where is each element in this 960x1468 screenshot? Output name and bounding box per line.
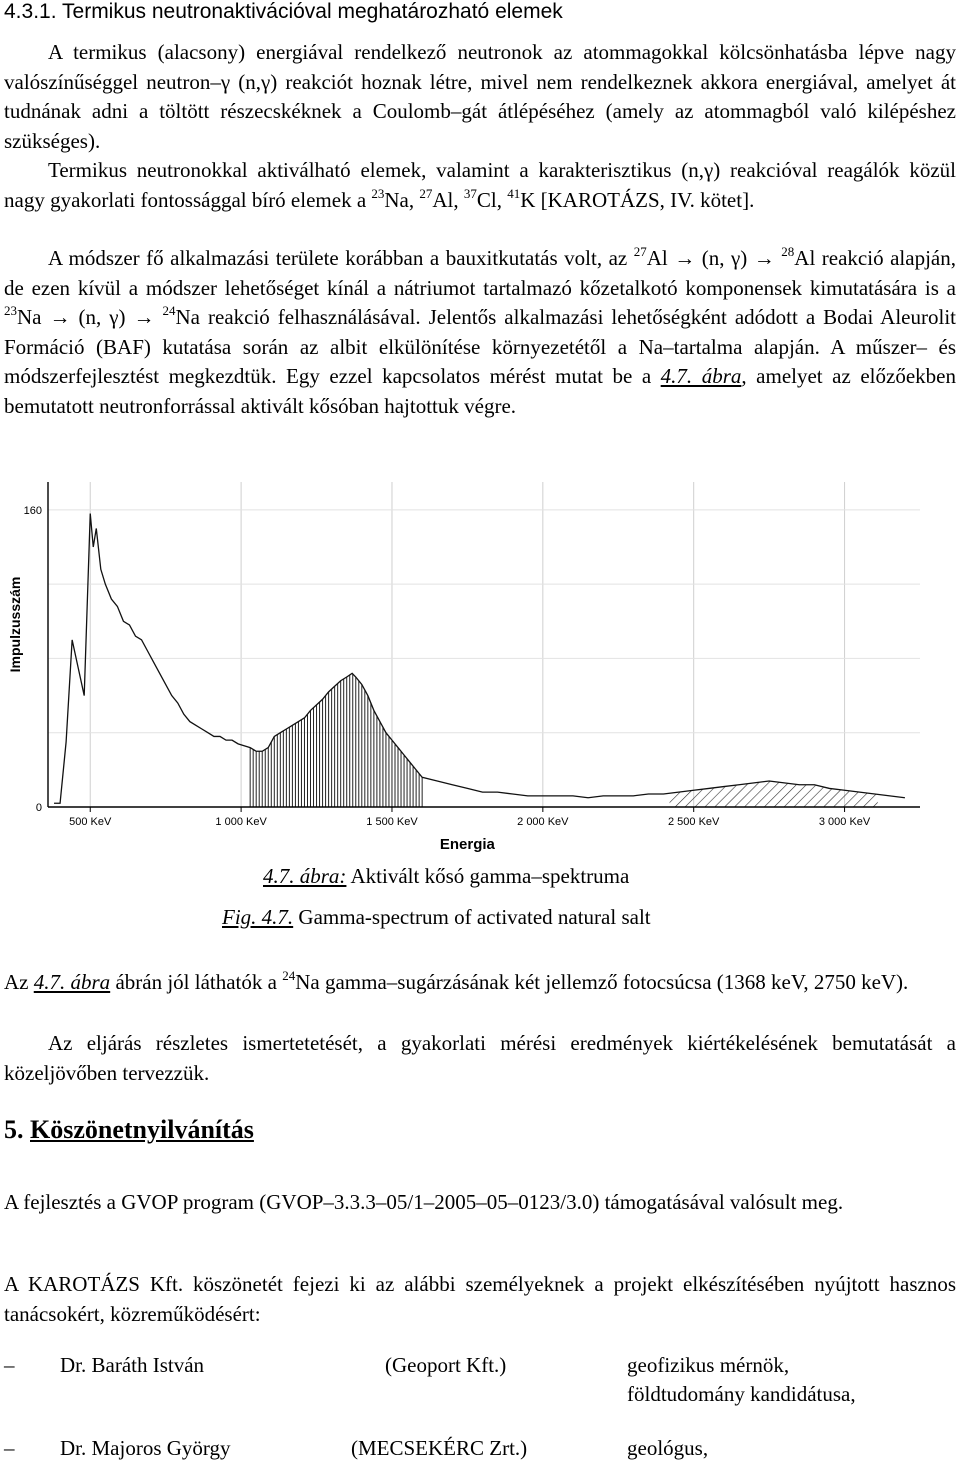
ack-role-1b: földtudomány kandidátusa, — [627, 1382, 856, 1406]
x-tick-label: 1 500 KeV — [366, 816, 418, 828]
x-tick-label: 3 000 KeV — [818, 816, 871, 828]
caption-hu-text: Aktivált kősó gamma–spektruma — [346, 864, 630, 888]
p3-text-c: Al reakció alapján, de ezen kívül a módszer lehetőséget kínál a nátriumot tartalmazó kőzetalkotó komponensek kimutatására is a — [4, 246, 956, 300]
p3-mass-3: 23 — [4, 303, 17, 318]
x-tick-label: 2 500 KeV — [668, 816, 720, 828]
caption-hu-ref: 4.7. ábra: — [263, 864, 347, 888]
x-axis-label: Energia — [439, 836, 495, 853]
al-mass: 27 — [419, 185, 433, 201]
al-label: Al, — [432, 187, 464, 212]
figure-reference-link[interactable]: 4.7. ábra — [660, 364, 742, 388]
y-tick-label: 160 — [23, 504, 42, 517]
na-mass: 23 — [371, 185, 385, 201]
na-label: Na, — [384, 187, 420, 212]
p4-mass: 24 — [282, 968, 296, 983]
section-heading — [4, 0, 563, 24]
paragraph-4 — [4, 968, 956, 998]
ack-dash-1: – — [4, 1353, 15, 1377]
y-tick-label: 0 — [35, 802, 42, 814]
p3-text-a: A módszer fő alkalmazási területe korábban a bauxitkutatás volt, az — [48, 246, 634, 270]
gamma-spectrum-chart — [0, 462, 960, 862]
paragraph-1 — [4, 38, 956, 156]
x-tick-label: 2 000 KeV — [517, 816, 569, 828]
p3-text-d: Na → (n, γ) → — [17, 305, 163, 329]
ack-org-2: (MECSEKÉRC Zrt.) — [351, 1436, 528, 1460]
paragraph-2 — [4, 156, 956, 215]
p6-text: A fejlesztés a GVOP program (GVOP–3.3.3–05/1–2005–05–0123/3.0) támogatásával valósult meg. — [4, 1190, 844, 1214]
ack-role-2a: geológus, — [627, 1436, 709, 1460]
heading-5-number: 5. — [4, 1115, 30, 1144]
x-tick-label: 500 KeV — [69, 816, 112, 828]
x-tick-label: 1 000 KeV — [215, 816, 267, 828]
p3-mass-2: 28 — [781, 244, 795, 259]
k-mass: 41 — [507, 185, 521, 201]
p2-text: Termikus neutronokkal aktiválható elemek, valamint a karakterisztikus (n,γ) reakcióval reagálók közül nagy gyakorlati fontossággal bíró elemek a — [4, 158, 956, 212]
p7-text: A KAROTÁZS Kft. köszönetét fejezi ki az alábbi személyeknek a projekt elkészítésében nyújtott hasznos tanácsokért, közreműködésért: — [4, 1272, 956, 1326]
p4-text-c: Na gamma–sugárzásának két jellemző fotocsúcsa (1368 keV, 2750 keV). — [295, 970, 909, 994]
ack-name-2: Dr. Majoros György — [60, 1436, 231, 1460]
p3-text-b: Al → (n, γ) → — [646, 246, 782, 270]
ack-org-1: (Geoport Kft.) — [385, 1353, 507, 1377]
ack-role-1a: geofizikus mérnök, — [627, 1353, 790, 1377]
paragraph-7 — [4, 1270, 956, 1329]
section-5-heading — [4, 1115, 254, 1145]
cl-label: Cl, — [476, 187, 508, 212]
caption-english — [222, 905, 651, 930]
ack-name-1: Dr. Baráth István — [60, 1353, 205, 1377]
caption-hungarian — [263, 864, 629, 889]
caption-en-text: Gamma-spectrum of activated natural salt — [293, 905, 651, 929]
section-number: 4.3.1. — [4, 0, 57, 23]
cl-mass: 37 — [463, 185, 477, 201]
chart-svg — [0, 462, 960, 862]
p4-text-a: Az — [4, 970, 34, 994]
y-axis-label: Impulzusszám — [7, 576, 23, 673]
p5-text: Az eljárás részletes ismertetetését, a gyakorlati mérési eredmények kiértékelésének bemutatását a közeljövőben tervezzük. — [4, 1031, 956, 1085]
paragraph-1-text: A termikus (alacsony) energiával rendelkező neutronok az atommagokkal kölcsönhatásba lépve nagy valószínűséggel neutron–γ (n,γ) reakciót hoznak létre, mivel nem rendelkeznek akkora energiával, amelyet át tudnának adni a töltött részecskéknek a Coulomb–gát átlépéséhez (amely az atommagból való kilépéshez szükséges). — [4, 40, 956, 153]
section-title: Termikus neutronaktivációval meghatározható elemek — [62, 0, 563, 23]
p3-mass-4: 24 — [162, 303, 176, 318]
p4-text-b: ábrán jól láthatók a — [110, 970, 283, 994]
paragraph-6 — [4, 1188, 956, 1218]
p3-text-e: Na reakció felhasználásával. Jelentős alkalmazási lehetőségként adódott a Bodai Aleurolit Formáció (BAF) kutatása során az albit elkülönítése környezetétől a Na–tartalma alapján. A műszer– és módszerfejlesztést megkezdtük. Egy ezzel kapcsolatos mérést mutat be a — [4, 305, 956, 388]
ack-dash-2: – — [4, 1436, 15, 1460]
k-label: K [KAROTÁZS, IV. kötet]. — [520, 187, 755, 212]
caption-en-ref: Fig. 4.7. — [222, 905, 294, 929]
heading-5-title: Köszönetnyilvánítás — [30, 1115, 254, 1144]
p3-mass-1: 27 — [633, 244, 647, 259]
paragraph-3 — [4, 244, 956, 421]
peak-2-hatched-area — [670, 781, 878, 807]
figure-reference-link-2[interactable]: 4.7. ábra — [33, 970, 111, 994]
p3-text-f: , amelyet az előzőekben bemutatott neutronforrással aktivált kősóban hajtottuk végre. — [4, 364, 956, 418]
paragraph-5 — [4, 1029, 956, 1088]
